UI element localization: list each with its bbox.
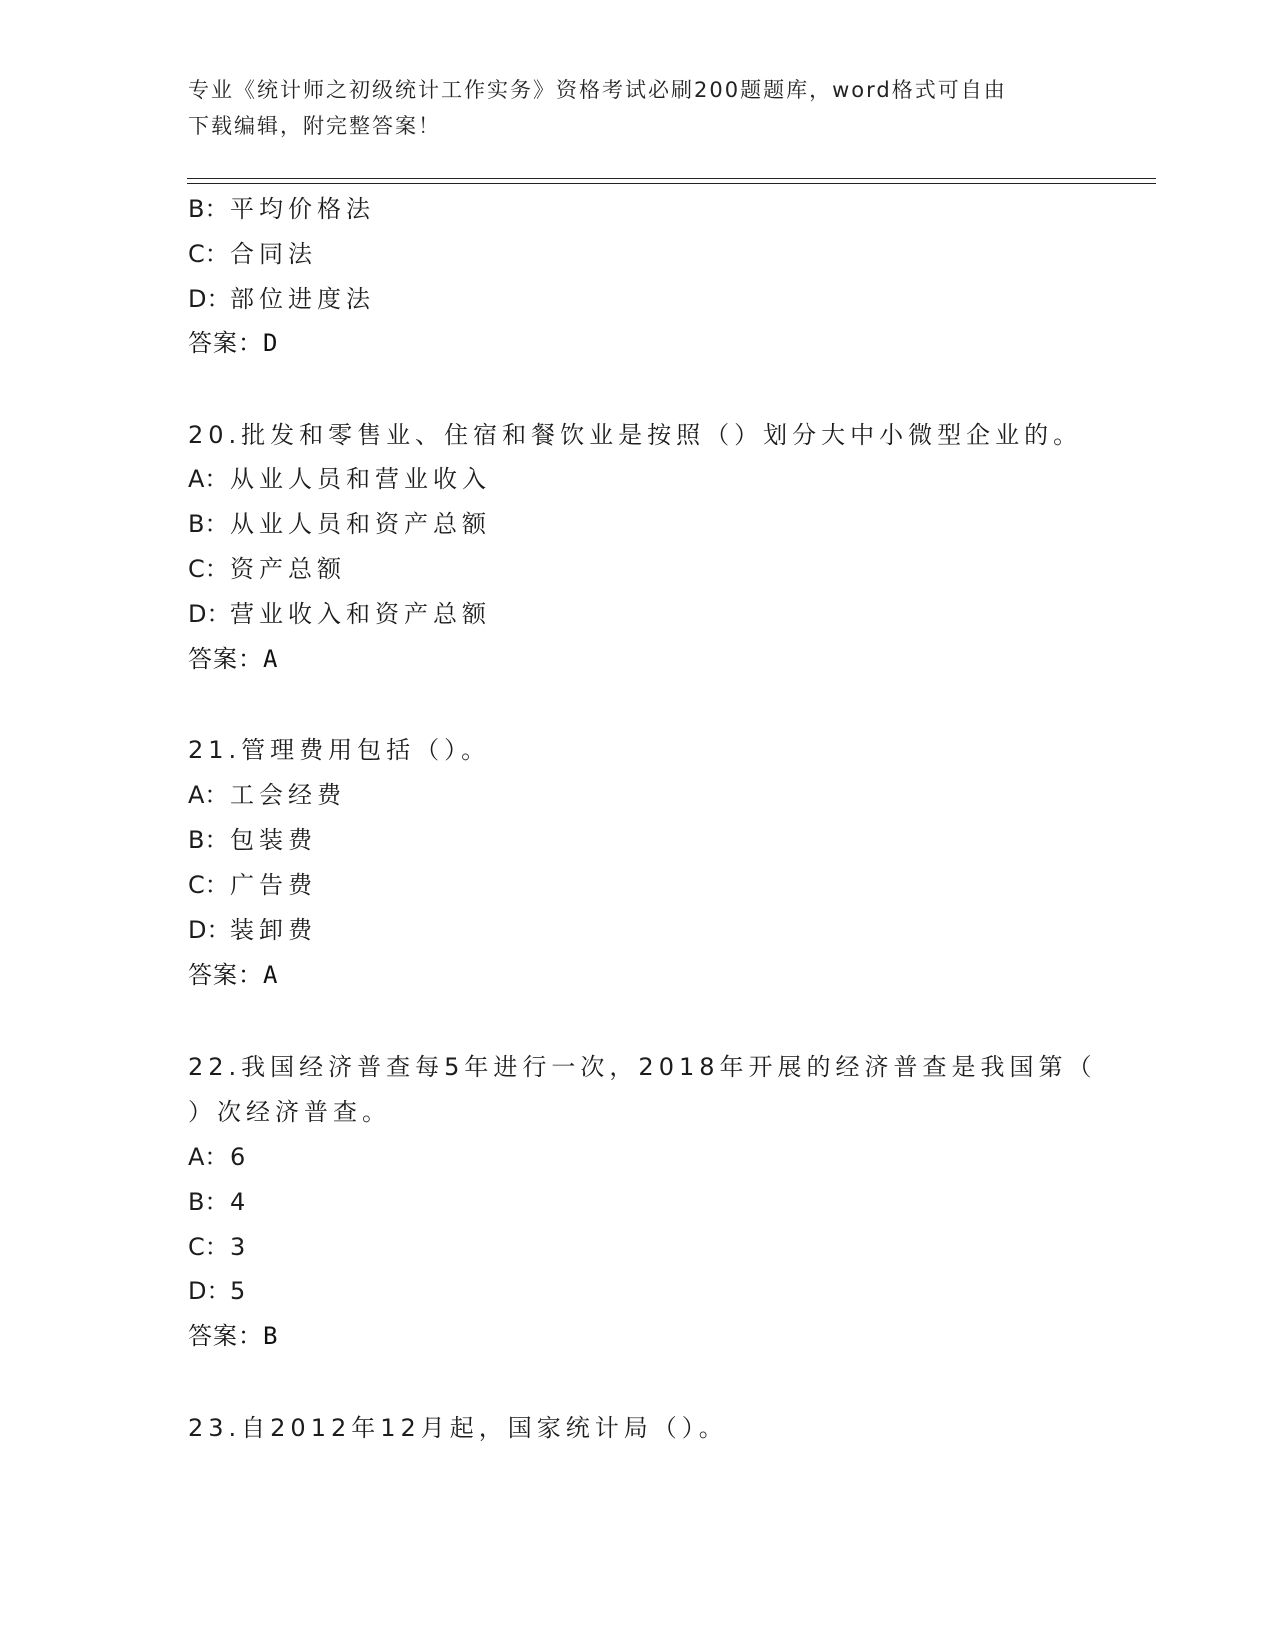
q21-option-b: B：包装费	[188, 826, 317, 854]
q19-option-d: D：部位进度法	[188, 285, 375, 313]
q20-option-a: A：从业人员和营业收入	[188, 465, 491, 493]
q22-stem-line-1: 22.我国经济普查每5年进行一次，2018年开展的经济普查是我国第（	[188, 1053, 1097, 1081]
q21-stem: 21.管理费用包括（）。	[188, 736, 491, 764]
q20-answer: 答案：A	[188, 645, 279, 673]
q22-option-b: B：4	[188, 1188, 251, 1216]
q21-option-a: A：工会经费	[188, 781, 346, 809]
q20-option-c: C：资产总额	[188, 555, 346, 583]
q22-answer: 答案：B	[188, 1322, 279, 1350]
document-header	[188, 72, 1088, 144]
q19-answer: 答案：D	[188, 329, 279, 357]
q19-option-b: B：平均价格法	[188, 195, 375, 223]
q22-option-d: D：5	[188, 1277, 251, 1305]
header-divider-top	[187, 178, 1156, 179]
q20-option-d: D：营业收入和资产总额	[188, 600, 491, 628]
q21-option-d: D：装卸费	[188, 916, 317, 944]
q21-option-c: C：广告费	[188, 871, 317, 899]
header-line-1: 专业《统计师之初级统计工作实务》资格考试必刷200题题库，word格式可自由	[188, 78, 1007, 102]
q21-answer: 答案：A	[188, 961, 279, 989]
q20-stem: 20.批发和零售业、住宿和餐饮业是按照（）划分大中小微型企业的。	[188, 421, 1083, 449]
q22-option-c: C：3	[188, 1233, 251, 1261]
q20-option-b: B：从业人员和资产总额	[188, 510, 491, 538]
header-line-2: 下载编辑，附完整答案！	[188, 114, 441, 138]
q22-stem-line-2: ）次经济普查。	[188, 1098, 391, 1126]
q19-option-c: C：合同法	[188, 240, 317, 268]
q22-option-a: A：6	[188, 1143, 251, 1171]
q23-stem: 23.自2012年12月起，国家统计局（）。	[188, 1414, 728, 1442]
header-divider-bottom	[187, 183, 1156, 184]
